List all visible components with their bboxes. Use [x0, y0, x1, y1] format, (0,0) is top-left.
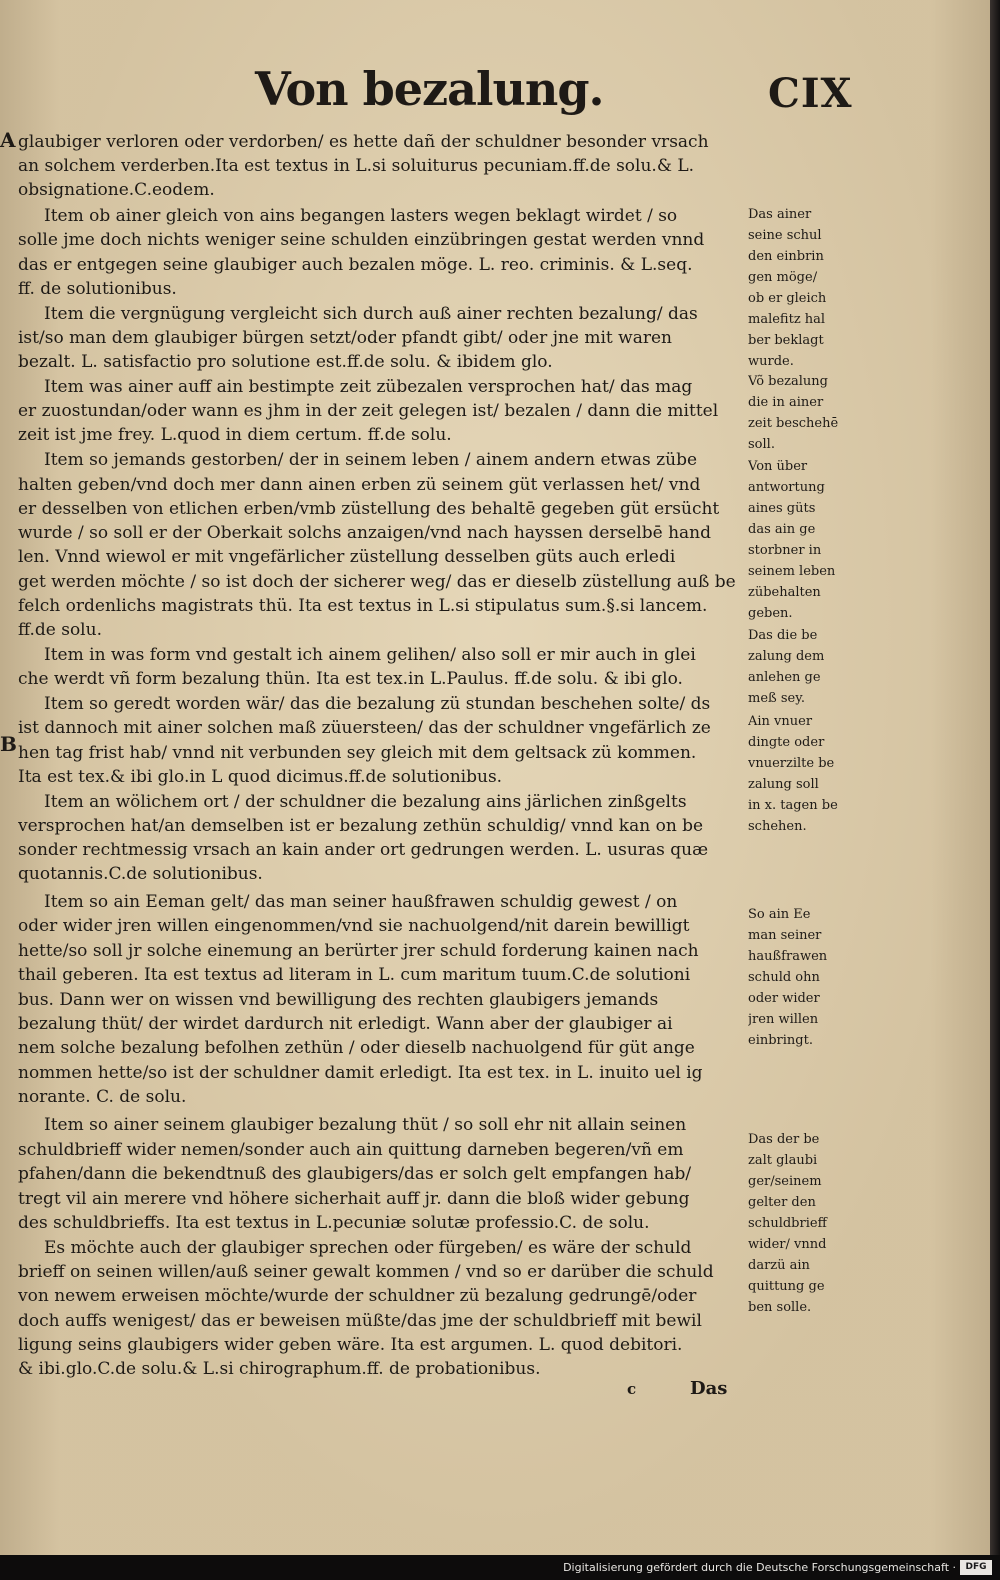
text-line: bus. Dann wer on wissen vnd bewilligung des rechten glaubigers jemands — [18, 990, 659, 1010]
margin-note-line: aines güts — [748, 501, 816, 516]
text-line: ist dannoch mit ainer solchen maß züuersteen/ das der schuldner vngefärlich ze — [18, 718, 711, 738]
text-line: Item die vergnügung vergleicht sich durch auß ainer rechten bezalung/ das — [44, 304, 698, 324]
margin-note-line: die in ainer — [748, 395, 824, 410]
margin-note-line: storbner in — [748, 543, 822, 558]
text-line: schuldbrieff wider nemen/sonder auch ain quittung darneben begeren/vñ em — [18, 1140, 684, 1160]
text-line: Item ob ainer gleich von ains begangen lasters wegen beklagt wirdet / so — [44, 206, 678, 226]
text-line: Item so ainer seinem glaubiger bezalung thüt / so soll ehr nit allain seinen — [44, 1115, 687, 1135]
text-line: solle jme doch nichts weniger seine schulden einzübringen gestat werden vnnd — [18, 230, 705, 250]
margin-note-line: einbringt. — [748, 1033, 813, 1048]
margin-note-line: ben solle. — [748, 1300, 812, 1315]
margin-note-line: ger/seinem — [748, 1174, 822, 1189]
text-line: er desselben von etlichen erben/vmb züstellung des behaltē gegeben güt ersücht — [18, 499, 720, 519]
margin-note-line: zalung soll — [748, 777, 819, 792]
margin-note-line: ber beklagt — [748, 333, 824, 348]
margin-note-line: Das die be — [748, 628, 818, 643]
text-line: glaubiger verloren oder verdorben/ es hette dañ der schuldner besonder vrsach — [18, 132, 709, 152]
text-line: Item an wölichem ort / der schuldner die bezalung ains järlichen zinßgelts — [44, 792, 687, 812]
margin-note-line: jren willen — [748, 1012, 819, 1027]
scan-edge-strip — [990, 0, 1000, 1555]
text-line: Es möchte auch der glaubiger sprechen oder fürgeben/ es wäre der schuld — [44, 1238, 692, 1258]
text-line: & ibi.glo.C.de solu.& L.si chirographum.ff. de probationibus. — [18, 1359, 541, 1379]
text-line: an solchem verderben.Ita est textus in L.si soluiturus pecuniam.ff.de solu.& L. — [18, 156, 695, 176]
text-line: des schuldbrieffs. Ita est textus in L.pecuniæ solutæ professio.C. de solu. — [18, 1213, 650, 1233]
margin-note-line: seinem leben — [748, 564, 836, 579]
text-line: sonder rechtmessig vrsach an kain ander ort gedrungen werden. L. usuras quæ — [18, 840, 709, 860]
margin-note-line: haußfrawen — [748, 949, 828, 964]
margin-note-line: schuldbrieff — [748, 1216, 827, 1231]
edge-letter-a: A — [0, 128, 16, 152]
text-line: ist/so man dem glaubiger bürgen setzt/oder pfandt gibt/ oder jne mit waren — [18, 328, 672, 348]
margin-note-line: seine schul — [748, 228, 822, 243]
margin-note-line: anlehen ge — [748, 670, 821, 685]
margin-note-line: quittung ge — [748, 1279, 825, 1294]
text-line: thail geberen. Ita est textus ad literam in L. cum maritum tuum.C.de solutioni — [18, 965, 691, 985]
margin-note-line: gen möge/ — [748, 270, 818, 285]
catchword: Das — [690, 1378, 728, 1399]
text-line: oder wider jren willen eingenommen/vnd sie nachuolgend/nit darein bewilligt — [18, 916, 690, 936]
margin-note-line: wider/ vnnd — [748, 1237, 827, 1252]
margin-note-line: antwortung — [748, 480, 825, 495]
signature-mark: c — [627, 1380, 637, 1398]
footer-credit: Digitalisierung gefördert durch die Deutsche Forschungsgemeinschaft · — [563, 1561, 956, 1574]
text-line: Item so geredt worden wär/ das die bezalung zü stundan beschehen solte/ ds — [44, 694, 711, 714]
dfg-logo: DFG — [960, 1560, 992, 1575]
text-line: felch ordenlichs magistrats thü. Ita est textus in L.si stipulatus sum.§.si lancem. — [18, 596, 708, 616]
text-line: zeit ist jme frey. L.quod in diem certum. ff.de solu. — [18, 425, 452, 445]
text-line: versprochen hat/an demselben ist er bezalung zethün schuldig/ vnnd kan on be — [18, 816, 704, 836]
text-line: quotannis.C.de solutionibus. — [18, 864, 263, 884]
margin-note-line: Das der be — [748, 1132, 820, 1147]
margin-note-line: Võ bezalung — [748, 374, 828, 389]
text-line: Ita est tex.& ibi glo.in L quod dicimus.ff.de solutionibus. — [18, 767, 503, 787]
margin-note-line: in x. tagen be — [748, 798, 838, 813]
margin-note-line: soll. — [748, 437, 775, 452]
edge-letter-b: B — [0, 732, 17, 756]
margin-note-line: schehen. — [748, 819, 807, 834]
text-line: wurde / so soll er der Oberkait solchs anzaigen/vnd nach hayssen derselbē hand — [18, 523, 712, 543]
text-line: brieff on seinen willen/auß seiner gewalt kommen / vnd so er darüber die schuld — [18, 1262, 714, 1282]
text-line: ff.de solu. — [18, 620, 102, 640]
margin-note-line: So ain Ee — [748, 907, 811, 922]
text-line: norante. C. de solu. — [18, 1087, 187, 1107]
margin-note-line: man seiner — [748, 928, 822, 943]
text-line: che werdt vñ form bezalung thün. Ita est tex.in L.Paulus. ff.de solu. & ibi glo. — [18, 669, 683, 689]
margin-note-line: zalt glaubi — [748, 1153, 818, 1168]
text-line: nommen hette/so ist der schuldner damit erledigt. Ita est tex. in L. inuito uel ig — [18, 1063, 703, 1083]
text-line: Item in was form vnd gestalt ich ainem gelihen/ also soll er mir auch in glei — [44, 645, 696, 665]
text-line: len. Vnnd wiewol er mit vngefärlicher züstellung desselben güts auch erledi — [18, 547, 676, 567]
margin-note-line: ob er gleich — [748, 291, 827, 306]
margin-note-line: meß sey. — [748, 691, 805, 706]
margin-note-line: darzü ain — [748, 1258, 810, 1273]
margin-note-line: zalung dem — [748, 649, 825, 664]
margin-note-line: gelter den — [748, 1195, 816, 1210]
text-line: das er entgegen seine glaubiger auch bezalen möge. L. reo. criminis. & L.seq. — [18, 255, 693, 275]
folio-number: CIX — [768, 70, 853, 117]
text-line: Item so jemands gestorben/ der in seinem leben / ainem andern etwas zübe — [44, 450, 698, 470]
text-line: tregt vil ain merere vnd höhere sicherhait auff jr. dann die bloß wider gebung — [18, 1189, 690, 1209]
text-line: doch auffs wenigest/ das er beweisen müßte/das jme der schuldbrieff mit bewil — [18, 1311, 702, 1331]
margin-note-line: Von über — [748, 459, 808, 474]
margin-note-line: oder wider — [748, 991, 820, 1006]
margin-note-line: Das ainer — [748, 207, 812, 222]
margin-note-line: schuld ohn — [748, 970, 820, 985]
margin-note-line: zübehalten — [748, 585, 821, 600]
text-line: obsignatione.C.eodem. — [18, 180, 215, 200]
text-line: von newem erweisen möchte/wurde der schuldner zü bezalung gedrungē/oder — [18, 1286, 697, 1306]
text-line: bezalt. L. satisfactio pro solutione est.ff.de solu. & ibidem glo. — [18, 352, 553, 372]
margin-note-line: dingte oder — [748, 735, 825, 750]
text-line: bezalung thüt/ der wirdet dardurch nit erledigt. Wann aber der glaubiger ai — [18, 1014, 673, 1034]
margin-note-line: den einbrin — [748, 249, 824, 264]
text-line: halten geben/vnd doch mer dann ainen erben zü seinem güt verlassen het/ vnd — [18, 475, 701, 495]
text-line: Item so ain Eeman gelt/ das man seiner haußfrawen schuldig gewest / on — [44, 892, 678, 912]
margin-note-line: malefitz hal — [748, 312, 826, 327]
text-line: get werden möchte / so ist doch der sicherer weg/ das er dieselb züstellung auß be — [18, 572, 736, 592]
text-line: er zuostundan/oder wann es jhm in der zeit gelegen ist/ bezalen / dann die mittel — [18, 401, 719, 421]
margin-note-line: geben. — [748, 606, 793, 621]
margin-note-line: wurde. — [748, 354, 794, 369]
margin-note-line: vnuerzilte be — [748, 756, 835, 771]
text-line: hette/so soll jr solche einemung an berürter jrer schuld forderung kainen nach — [18, 941, 699, 961]
running-title: Von bezalung. — [255, 62, 604, 116]
text-line: ff. de solutionibus. — [18, 279, 177, 299]
text-line: Item was ainer auff ain bestimpte zeit zübezalen versprochen hat/ das mag — [44, 377, 693, 397]
margin-note-line: zeit beschehē — [748, 416, 839, 431]
text-line: nem solche bezalung befolhen zethün / oder dieselb nachuolgend für güt ange — [18, 1038, 695, 1058]
text-line: hen tag frist hab/ vnnd nit verbunden sey gleich mit dem geltsack zü kommen. — [18, 743, 697, 763]
margin-note-line: Ain vnuer — [748, 714, 813, 729]
margin-note-line: das ain ge — [748, 522, 816, 537]
text-line: ligung seins glaubigers wider geben wäre. Ita est argumen. L. quod debitori. — [18, 1335, 683, 1355]
text-line: pfahen/dann die bekendtnuß des glaubigers/das er solch gelt empfangen hab/ — [18, 1164, 692, 1184]
